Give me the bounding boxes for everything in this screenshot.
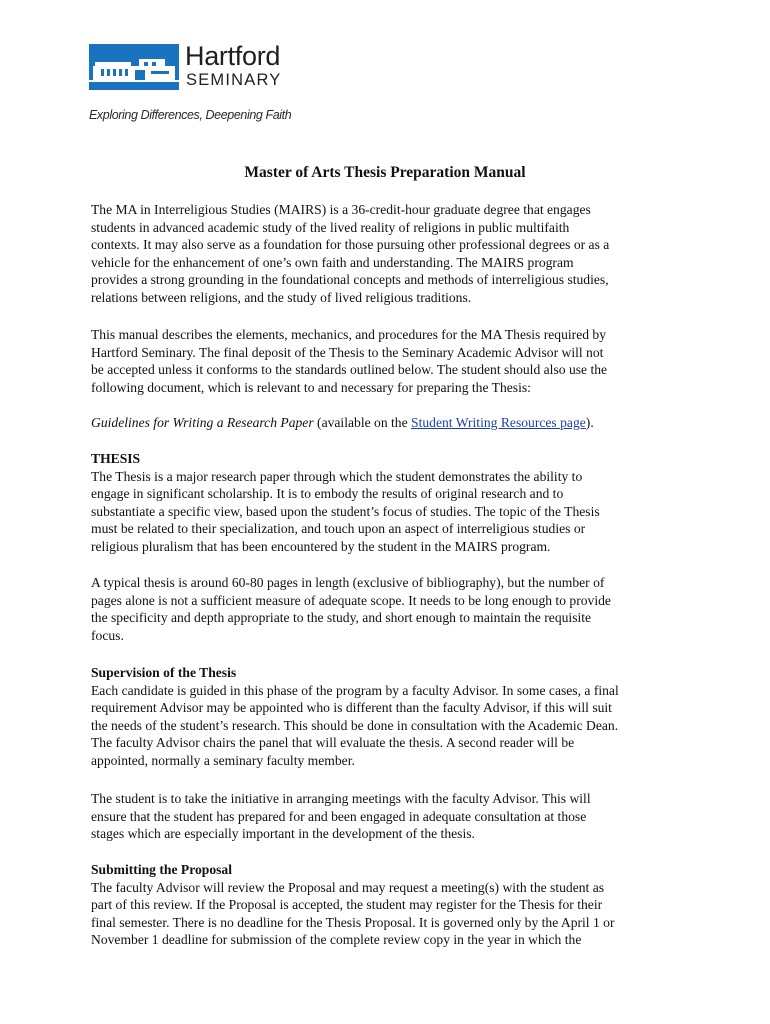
text-line: be accepted unless it conforms to the standards outlined below. The student should also use the — [91, 362, 608, 377]
text-line: The student is to take the initiative in arranging meetings with the faculty Advisor. This will — [91, 791, 591, 806]
text-line: focus. — [91, 627, 124, 643]
text-line: substantiate a specific view, based upon the student’s focus of studies. The topic of the Thesis — [91, 503, 600, 519]
logo-subtitle: SEMINARY — [186, 71, 282, 89]
document-title: Master of Arts Thesis Preparation Manual — [244, 164, 526, 181]
text-line: pages alone is not a sufficient measure of adequate scope. It needs to be long enough to provide — [91, 592, 611, 608]
student-writing-resources-link[interactable]: Student Writing Resources page — [411, 415, 586, 430]
text-line: provides a strong grounding in the foundational concepts and methods of interreligious studies, — [91, 272, 609, 287]
intro-paragraph — [91, 201, 691, 306]
hartford-seminary-logo — [89, 41, 289, 94]
initiative-paragraph — [91, 790, 691, 843]
text-line: November 1 deadline for submission of the complete review copy in the year in which the — [91, 932, 582, 947]
text-line: engage in significant scholarship. It is to embody the results of original research and to — [91, 486, 564, 501]
text-line: requirement Advisor may be appointed who is different than the faculty Advisor, if this will suit — [91, 700, 612, 715]
text-line: Hartford Seminary. The final deposit of the Thesis to the Seminary Academic Advisor will not — [91, 344, 604, 360]
guidelines-line — [91, 414, 691, 432]
text-line: the specificity and depth appropriate to the study, and short enough to maintain the requisite — [91, 610, 592, 625]
logo-name: Hartford — [185, 41, 281, 71]
guidelines-middle: (available on the — [313, 415, 412, 430]
supervision-heading: Supervision of the Thesis — [91, 665, 237, 680]
thesis-section — [91, 450, 691, 555]
text-line: ensure that the student has prepared for and been engaged in adequate consultation at those — [91, 808, 587, 824]
text-line: part of this review. If the Proposal is accepted, the student may register for the Thesis for their — [91, 897, 603, 912]
text-line: Each candidate is guided in this phase of the program by a faculty Advisor. In some cases, a final — [91, 682, 619, 698]
text-line: The faculty Advisor will review the Proposal and may request a meeting(s) with the student as — [91, 879, 605, 895]
text-line: stages which are especially important in the development of the thesis. — [91, 826, 475, 841]
text-line: students in advanced academic study of the lived reality of religions in public multifaith — [91, 219, 570, 235]
proposal-heading: Submitting the Proposal — [91, 862, 232, 877]
guidelines-paragraph — [91, 414, 691, 432]
text-line: The MA in Interreligious Studies (MAIRS) is a 36-credit-hour graduate degree that engages — [91, 202, 591, 217]
thesis-heading: THESIS — [91, 451, 141, 466]
length-paragraph — [91, 574, 691, 644]
text-line: religious pluralism that has been encountered by the student in the MAIRS program. — [91, 538, 551, 554]
text-line: The faculty Advisor chairs the panel that will evaluate the thesis. A second reader will be — [91, 735, 575, 750]
guidelines-title: Guidelines for Writing a Research Paper — [91, 415, 314, 430]
tagline: Exploring Differences, Deepening Faith — [89, 108, 292, 122]
guidelines-end: ). — [585, 415, 594, 430]
text-line: A typical thesis is around 60-80 pages in length (exclusive of bibliography), but the number of — [91, 575, 605, 590]
text-line: following document, which is relevant to and necessary for preparing the Thesis: — [91, 379, 531, 395]
text-line: must be related to their specialization, and touch upon an aspect of interreligious studies or — [91, 521, 586, 536]
manual-paragraph — [91, 326, 691, 396]
supervision-section — [91, 664, 691, 769]
proposal-section — [91, 861, 691, 949]
text-line: appointed, normally a seminary faculty member. — [91, 752, 355, 768]
text-line: This manual describes the elements, mechanics, and procedures for the MA Thesis required by — [91, 327, 607, 342]
text-line: relations between religions, and the study of lived religious traditions. — [91, 289, 472, 305]
text-line: The Thesis is a major research paper through which the student demonstrates the ability to — [91, 468, 583, 484]
seminary-building-logo-icon — [89, 44, 179, 90]
text-line: final semester. There is no deadline for the Thesis Proposal. It is governed only by the April 1 or — [91, 914, 615, 930]
text-line: contexts. It may also serve as a foundation for those pursuing other professional degrees or as a — [91, 237, 610, 252]
text-line: the needs of the student’s research. This should be done in consultation with the Academic Dean. — [91, 717, 619, 733]
text-line: vehicle for the enhancement of one’s own faith and understanding. The MAIRS program — [91, 254, 574, 270]
